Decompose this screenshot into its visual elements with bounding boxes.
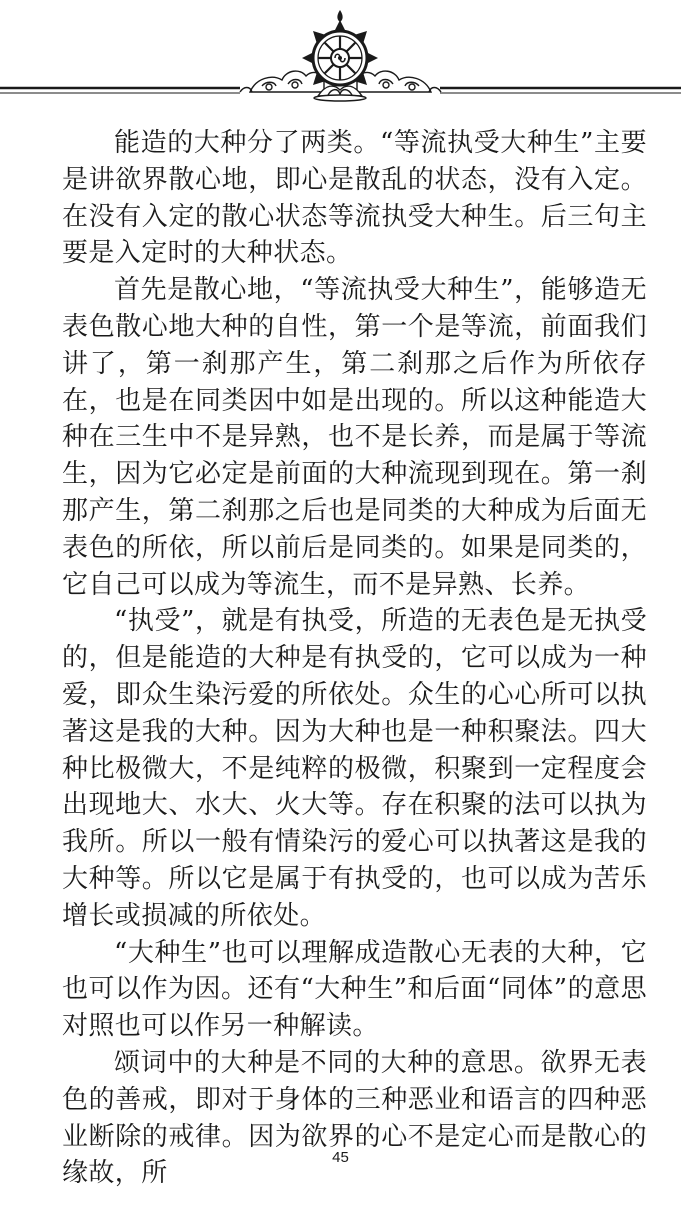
paragraph: 能造的大种分了两类。“等流执受大种生”主要是讲欲界散心地，即心是散乱的状态，没有入定。在没有入定的散心状态等流执受大种生。后三句主要是入定时的大种状态。 [62,128,647,269]
header-ornament [0,0,681,115]
page-number: 45 [332,1149,349,1166]
paragraph: 首先是散心地，“等流执受大种生”，能够造无表色散心地大种的自性，第一个是等流，前面我们讲了，第一刹那产生，第二刹那之后作为所依存在，也是在同类因中如是出现的。所以这种能造大种在三生中不是异熟，也不是长养，而是属于等流生，因为它必定是前面的大种流现到现在。第一刹那产生，第二刹那之后也是同类的大种成为后面无表色的所依，所以前后是同类的。如果是同类的，它自己可以成为等流生，而不是异熟、长养。 [62,275,647,600]
body-text [62,125,647,1192]
paragraph: “执受”，就是有执受，所造的无表色是无执受的，但是能造的大种是有执受的，它可以成为一种爱，即众生染污爱的所依处。众生的心心所可以执著这是我的大种。因为大种也是一种积聚法。四大种比极微大，不是纯粹的极微，积聚到一定程度会出现地大、水大、火大等。存在积聚的法可以执为我所。所以一般有情染污的爱心可以执著这是我的大种等。所以它是属于有执受的，也可以成为苦乐增长或损减的所依处。 [62,606,647,931]
paragraph: 颂词中的大种是不同的大种的意思。欲界无表色的善戒，即对于身体的三种恶业和语言的四种恶业断除的戒律。因为欲界的心不是定心而是散心的缘故，所 [62,1047,647,1189]
paragraph: “大种生”也可以理解成造散心无表的大种，它也可以作为因。还有“大种生”和后面“同体”的意思对照也可以作另一种解读。 [62,937,647,1042]
page-header [0,0,681,115]
